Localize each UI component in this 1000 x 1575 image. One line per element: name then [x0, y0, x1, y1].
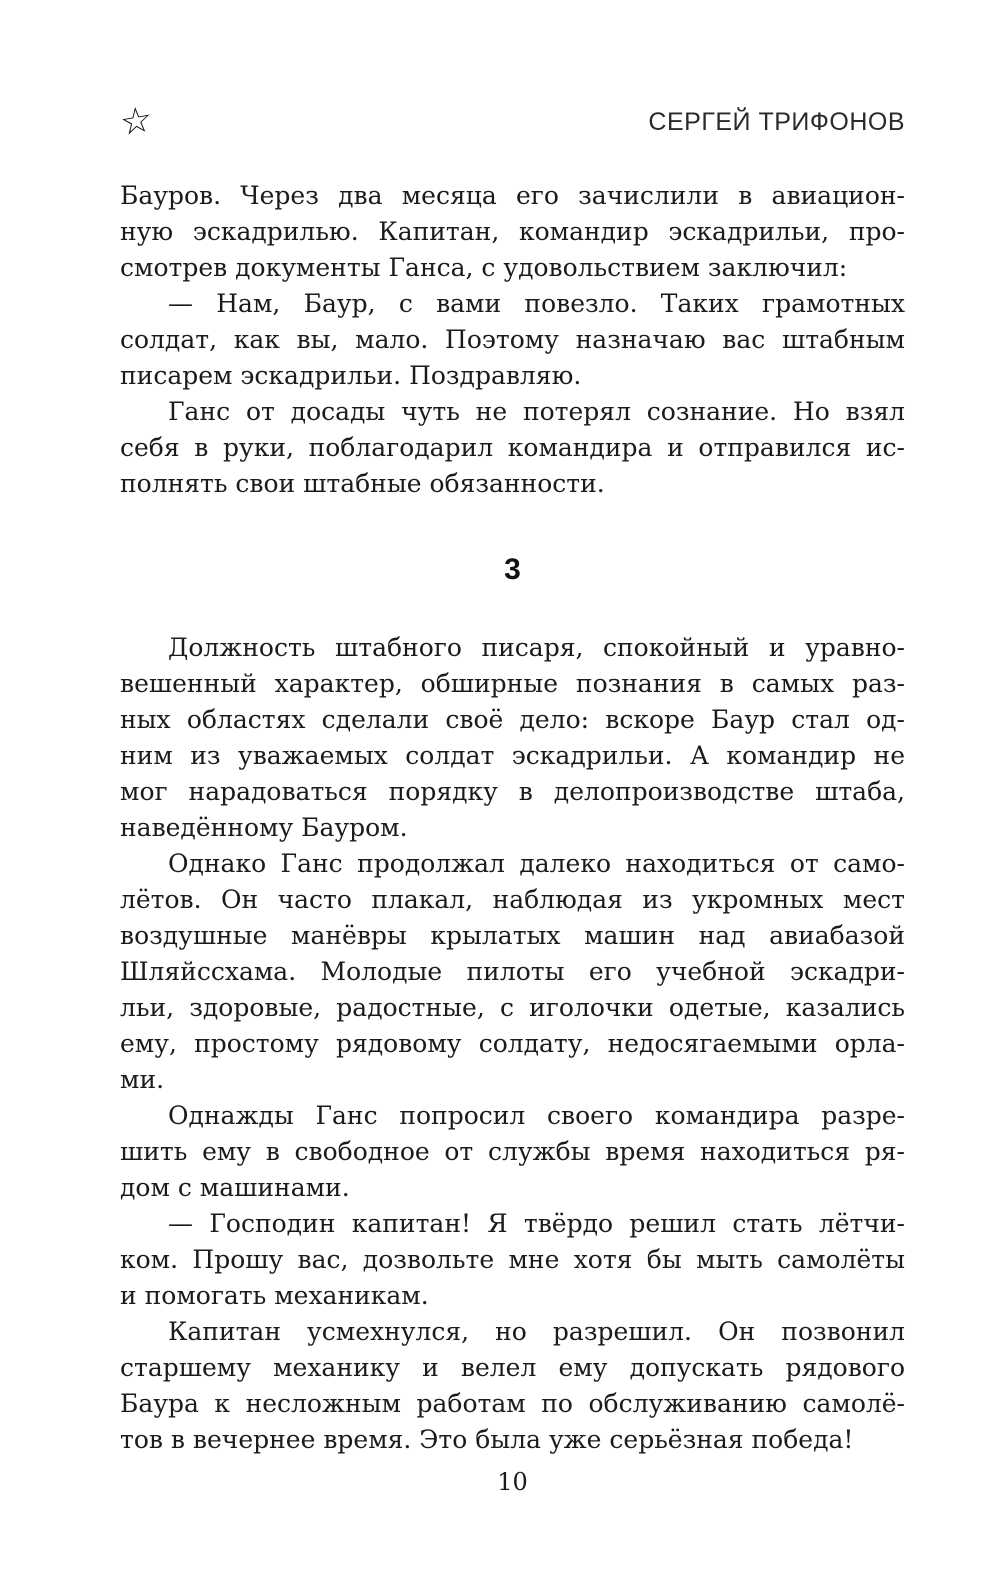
page-number: 10 — [497, 1468, 528, 1496]
text-line: шить ему в свободное от службы время находиться ря- — [120, 1137, 905, 1166]
paragraph — [120, 1206, 905, 1314]
text-line: ком. Прошу вас, дозвольте мне хотя бы мыть самолёты — [120, 1245, 905, 1274]
text-line: ных областях сделали своё дело: вскоре Баур стал од- — [120, 705, 905, 734]
text-line: лётов. Он часто плакал, наблюдая из укромных мест — [120, 885, 905, 914]
text-line: Бауров. Через два месяца его зачислили в авиацион- — [120, 181, 905, 210]
section-heading: 3 — [504, 553, 521, 586]
text-line: Однажды Ганс попросил своего командира разре- — [168, 1101, 905, 1130]
text-line: полнять свои штабные обязанности. — [120, 469, 605, 498]
text-line: ему, простому рядовому солдату, недосягаемыми орла- — [120, 1029, 905, 1058]
text-line: ним из уважаемых солдат эскадрильи. А командир не — [120, 741, 905, 770]
text-line: и помогать механикам. — [120, 1281, 429, 1310]
text-line: дом с машинами. — [120, 1173, 350, 1202]
text-line: старшему механику и велел ему допускать рядового — [120, 1353, 905, 1382]
paragraph — [120, 178, 905, 286]
text-line: Должность штабного писаря, спокойный и уравно- — [168, 633, 905, 662]
text-line: Шляйссхама. Молодые пилоты его учебной эскадри- — [120, 957, 905, 986]
paragraph — [120, 286, 905, 394]
text-line: писарем эскадрильи. Поздравляю. — [120, 361, 582, 390]
text-line: Баура к несложным работам по обслуживанию самолё- — [120, 1389, 905, 1418]
text-line: Ганс от досады чуть не потерял сознание. Но взял — [168, 397, 905, 426]
paragraph — [120, 394, 905, 502]
text-line: Капитан усмехнулся, но разрешил. Он позвонил — [168, 1317, 905, 1346]
paragraph — [120, 1314, 905, 1458]
text-line: Однако Ганс продолжал далеко находиться от само- — [168, 849, 905, 878]
text-line: наведённому Бауром. — [120, 813, 408, 842]
text-line: смотрев документы Ганса, с удовольствием заключил: — [120, 253, 848, 282]
text-line: — Нам, Баур, с вами повезло. Таких грамотных — [168, 289, 905, 318]
text-line: тов в вечернее время. Это была уже серьёзная победа! — [120, 1425, 854, 1454]
page-footer — [120, 1468, 905, 1496]
paragraph — [120, 1098, 905, 1206]
text-line: себя в руки, поблагодарил командира и отправился ис- — [120, 433, 905, 462]
text-line: ми. — [120, 1065, 165, 1094]
running-head-author: СЕРГЕЙ ТРИФОНОВ — [648, 107, 905, 136]
text-blocks — [120, 178, 905, 1458]
text-line: — Господин капитан! Я твёрдо решил стать лётчи- — [168, 1209, 905, 1238]
text-line: льи, здоровые, радостные, с иголочки одетые, казались — [120, 993, 905, 1022]
page-header — [120, 100, 905, 144]
paragraph — [120, 630, 905, 846]
text-line: воздушные манёвры крылатых машин над авиабазой — [120, 921, 905, 950]
star-icon: ☆ — [118, 98, 154, 145]
text-line: ную эскадрилью. Капитан, командир эскадрильи, про- — [120, 217, 905, 246]
text-line: солдат, как вы, мало. Поэтому назначаю вас штабным — [120, 325, 905, 354]
paragraph — [120, 846, 905, 1098]
text-line: мог нарадоваться порядку в делопроизводстве штаба, — [120, 777, 905, 806]
text-line: вешенный характер, обширные познания в самых раз- — [120, 669, 905, 698]
